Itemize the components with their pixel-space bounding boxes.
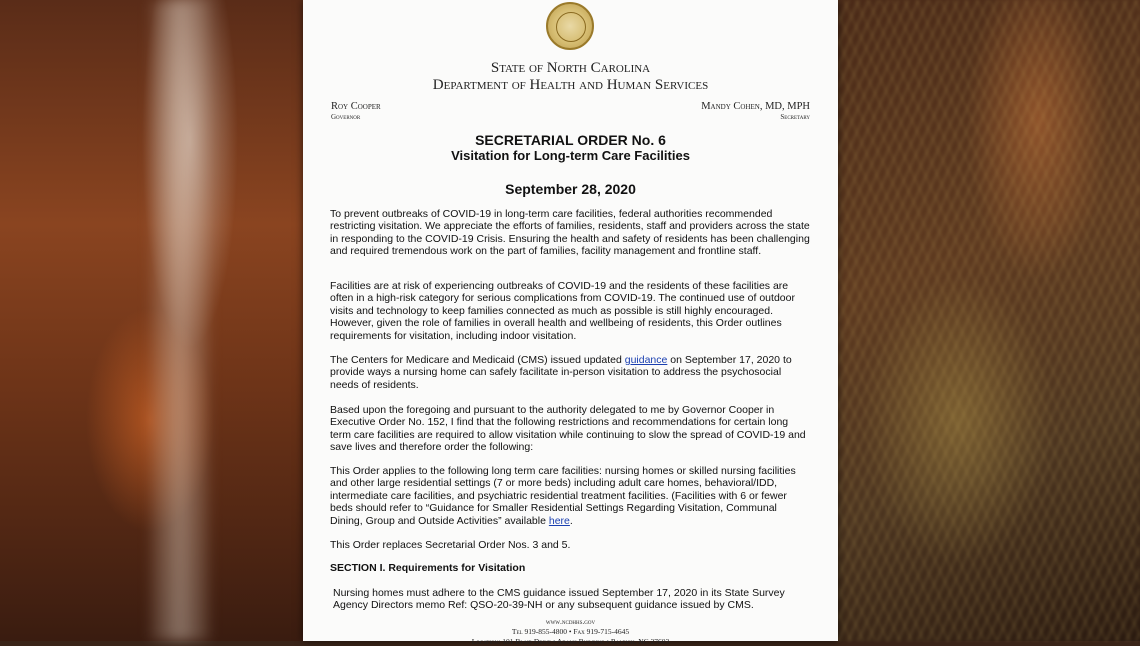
- secretary-title: Secretary: [780, 113, 810, 121]
- background-pillar: [150, 0, 210, 641]
- paragraph-intro: To prevent outbreaks of COVID-19 in long-term care facilities, federal authorities recommended restricting visitation. We appreciate the efforts of families, residents, staff and providers across the state in responding to the COVID-19 Crisis. Ensuring the health and safety of residents has been challenging and required tremendous work on the part of families, facility management and frontline staff.: [330, 208, 810, 258]
- department-name: Department of Health and Human Services: [432, 77, 709, 93]
- paragraph-nursing-homes: Nursing homes must adhere to the CMS guidance issued September 17, 2020 in its State Survey Agency Directors memo Ref: QSO-20-39-NH or any subsequent guidance issued by CMS.: [333, 587, 785, 612]
- paragraph-cms: [330, 354, 810, 391]
- paragraph-authority: Based upon the foregoing and pursuant to the authority delegated to me by Governor Cooper in Executive Order No. 152, I find that the following restrictions and recommendations for certain long term care facilities are required to allow visitation while continuing to slow the spread of COVID-19 and save lives and therefore order the following:: [330, 404, 806, 454]
- footer-phone: Tel 919-855-4800 • Fax 919-715-4645: [511, 627, 630, 636]
- here-link[interactable]: here: [548, 514, 570, 527]
- footer-address: Location: 101 Blair Drive • Adams Building • Raleigh, NC 27603: [471, 637, 670, 646]
- background-right: [838, 0, 1140, 641]
- paragraph-risk: Facilities are at risk of experiencing outbreaks of COVID-19 and the residents of these facilities are often in a high-risk category for serious complications from COVID-19. The continued use of outdoor visits and technology to keep families connected as much as possible is still highly encouraged. However, given the role of families in overall health and wellbeing of residents, this Order outlines requirements for visitation, including indoor visitation.: [330, 280, 795, 342]
- secretary-name: Mandy Cohen, MD, MPH: [701, 101, 810, 112]
- state-seal-icon: [546, 2, 594, 50]
- document-page: [303, 0, 838, 646]
- paragraph-cms-before: The Centers for Medicare and Medicaid (CMS) issued updated: [330, 354, 625, 366]
- paragraph-replaces: This Order replaces Secretarial Order Nos. 3 and 5.: [330, 539, 571, 551]
- governor-block: [331, 101, 381, 121]
- section-heading: SECTION I. Requirements for Visitation: [330, 562, 526, 574]
- order-date: September 28, 2020: [505, 181, 636, 197]
- paragraph-cms-after: on September 17, 2020 to provide ways a nursing home can safely facilitate in-person visitation to address the psychosocial needs of residents.: [330, 354, 792, 391]
- paragraph-applies-before: This Order applies to the following long term care facilities: nursing homes or skilled nursing facilities and other large residential settings (7 or more beds) including adult care homes, behavioral/IDD, intermediate care facilities, and psychiatric residential treatment facilities. (Facilities with 6 or fewer beds should refer to “Guidance for Smaller Residential Settings Regarding Visitation, Communal Dining, Group and Outside Activities” available: [330, 465, 796, 527]
- governor-title: Governor: [331, 113, 361, 121]
- paragraph-applies-after: .: [569, 514, 573, 527]
- background-grass: [838, 0, 1140, 641]
- order-subtitle: Visitation for Long-term Care Facilities: [451, 148, 690, 163]
- footer-website: www.ncdhhs.gov: [545, 617, 596, 626]
- governor-name: Roy Cooper: [331, 101, 381, 112]
- guidance-link[interactable]: guidance: [624, 354, 668, 366]
- background-left: [0, 0, 303, 641]
- state-name: State of North Carolina: [490, 60, 651, 76]
- paragraph-applies: [330, 465, 810, 527]
- secretary-block: [701, 101, 810, 121]
- order-title: SECRETARIAL ORDER No. 6: [475, 132, 666, 148]
